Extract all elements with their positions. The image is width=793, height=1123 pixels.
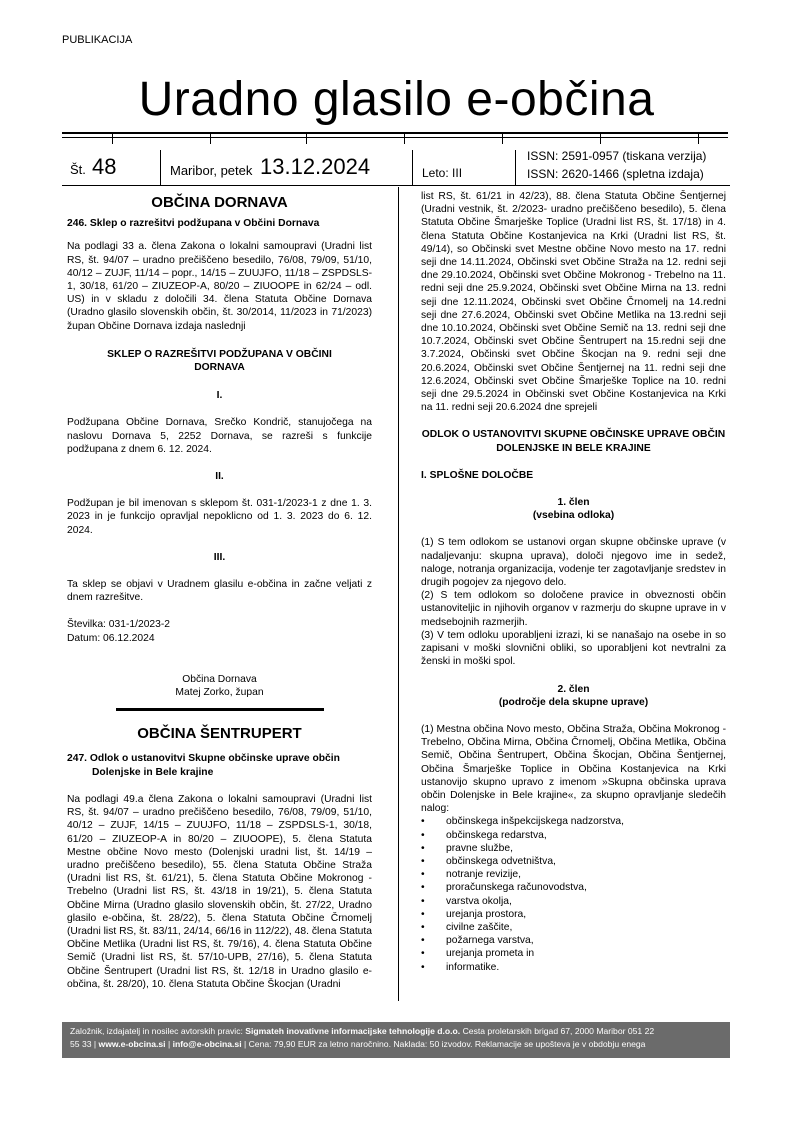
footer-line-1 <box>70 1025 722 1038</box>
masthead-title: Uradno glasilo e-občina <box>138 73 655 126</box>
info-divider <box>160 150 161 186</box>
publication-label: PUBLIKACIJA <box>62 34 133 46</box>
document-date: Datum: 06.12.2024 <box>67 632 155 644</box>
column-divider <box>398 187 399 1001</box>
part-heading: I. SPLOŠNE DOLOČBE <box>421 469 534 481</box>
article-paragraph: (3) V tem odloku uporabljeni izrazi, ki se nanašajo na osebe in so zapisani v moški slovnični obliki, so uporabljeni kot nevtralni za ženski in moški spol. <box>421 629 726 668</box>
list-item: • občinskega redarstva, <box>421 829 726 842</box>
article-title-246: 246. Sklep o razrešitvi podžupana v Občini Dornava <box>67 218 320 230</box>
section-heading-sentrupert: OBČINA ŠENTRUPERT <box>137 725 302 743</box>
list-item: • notranje revizije, <box>421 868 726 881</box>
section-number: III. <box>213 551 226 563</box>
issue-date: 13.12.2024 <box>260 154 371 179</box>
list-item: • urejanja prometa in <box>421 947 726 960</box>
signature-name: Matej Zorko, župan <box>175 687 264 699</box>
section-text: Ta sklep se objavi v Uradnem glasilu e-občina in začne veljati z dnem razrešitve. <box>67 579 372 604</box>
section-number: I. <box>216 390 223 402</box>
list-item: • občinskega odvetništva, <box>421 855 726 868</box>
right-column <box>421 190 726 974</box>
list-item: • civilne zaščite, <box>421 921 726 934</box>
info-bar-underline <box>62 185 730 186</box>
article-paragraph: (1) S tem odlokom se ustanovi organ skupne občinske uprave (v nadaljevanju: skupna uprava), določi njegovo ime in sedež, naloge, notranja organizacija, vodenje ter zagotavljanje sredstev in drugih pogojev za njegovo delo. <box>421 537 726 589</box>
issue-prefix: Št. <box>70 162 86 177</box>
info-divider <box>412 150 413 186</box>
issn-web: ISSN: 2620-1466 (spletna izdaja) <box>527 167 704 181</box>
list-item: • požarnega varstva, <box>421 934 726 947</box>
article-name: (področje dela skupne uprave) <box>498 696 649 708</box>
article-number: 2. člen <box>557 683 590 695</box>
issue-place-day: Maribor, petek <box>170 163 253 178</box>
info-divider <box>515 150 516 186</box>
footer-website-link[interactable]: www.e-obcina.si <box>98 1039 166 1049</box>
article-paragraph: (1) Mestna občina Novo mesto, Občina Straža, Občina Mokronog - Trebelno, Občina Mirna, Občina Črnomelj, Občina Metlika, Občina Semič, Občina Šentrupert, Občina Škocjan, Občina Šentjernej, Občina Šmarješke Toplice in Občina Kostanjevica na Krki ustanovijo skupno upravo z imenom »Skupna občinska uprava občin Dolenjske in Bele krajine«, za skupno opravljanje sledečih nalog: <box>421 723 726 815</box>
issue-number: 48 <box>92 154 117 179</box>
document-title: ODLOK O USTANOVITVI SKUPNE OBČINSKE UPRAVE OBČIN DOLENJSKE IN BELE KRAJINE <box>421 429 726 454</box>
article-paragraph: (2) S tem odlokom so določene pravice in obveznosti občin ustanoviteljic in njihovih organov v razmerju do skupne uprave in v medsebojnih razmerjih. <box>421 590 726 628</box>
footer-address: Cesta proletarskih brigad 67, 2000 Maribor 051 22 <box>462 1026 655 1036</box>
list-item: • informatike. <box>421 961 726 974</box>
task-list <box>421 815 726 973</box>
section-text: Podžupana Občine Dornava, Srečko Kondrič, stanujočega na naslovu Dornava 5, 2252 Dornava, se razreši s funkcije podžupana z dnem 6. 12. 2024. <box>67 417 372 455</box>
issue-info-bar <box>62 146 730 186</box>
section-number: II. <box>215 471 224 483</box>
article-name: (vsebina odloka) <box>532 510 615 522</box>
article-number: 1. člen <box>557 497 590 509</box>
intro-paragraph: Na podlagi 49.a člena Zakona o lokalni samoupravi (Uradni list RS, št. 94/07 – uradno prečiščeno besedilo, 76/08, 79/09, 51/10, 40/12 – ZUJF, 14/15 – ZUUJFO, 11/18 – ZSPDSLS-1, 30/18, 61/20 – ZIUZEOP-A in 80/20 – ZIUOOPE), 5. člena Statuta Mestne občine Novo mesto (Dolenjski uradni list, št. 14/19 – uradno prečiščeno besedilo), 55. člena Statuta Občine Straža (Uradni list RS, št. 61/21), 5. člena Statuta Občine Mokronog - Trebelno (Uradni list RS, št. 43/18 in 19/21), 5. člena Statuta Občine Mirna (Uradno glasilo slovenskih občin, št. 27/22, Uradno glasilo e-občina, št. 28/22), 5. člena Statuta Občine Črnomelj (Uradni list RS, št. 83/11, 24/14, 66/16 in 112/22), 48. člena Statuta Občine Metlika (Uradni list RS, št. 79/16), 4. člena Statuta Občine Semič (Uradni list RS, št. 57/10-UPB, 27/16), 5. člena Statuta Občine Šentrupert (Uradni list RS, št. 12/18 in Uradno glasilo e-občina, št. 28/20), 10. člena Statuta Občine Škocjan (Uradni <box>67 793 372 990</box>
masthead-ruler <box>62 132 728 138</box>
list-item: • občinskega inšpekcijskega nadzorstva, <box>421 815 726 828</box>
section-text: Podžupan je bil imenovan s sklepom št. 031-1/2023-1 z dne 1. 3. 2023 in je funkcijo opravljal nepoklicno od 1. 3. 2023 do 6. 12. 2024. <box>67 498 372 536</box>
list-item: • urejanja prostora, <box>421 908 726 921</box>
footer-publisher-name: Sigmateh inovativne informacijske tehnologije d.o.o. <box>245 1026 461 1036</box>
article-title-247: 247. Odlok o ustanovitvi Skupne občinske uprave občin Dolenjske in Bele krajine <box>67 753 340 778</box>
list-item: • varstva okolja, <box>421 895 726 908</box>
footer-line-2 <box>70 1038 722 1051</box>
issue-year: Leto: III <box>422 166 463 180</box>
footer-phone-end: 55 33 | <box>70 1039 97 1049</box>
intro-paragraph: Na podlagi 33 a. člena Zakona o lokalni samoupravi (Uradni list RS, št. 94/07 – uradno prečiščeno besedilo, 76/08, 79/09, 51/10, 40/12 – ZUJF, 11/14 – popr., 14/15 – ZUUJFO, 11/18 – ZSPDSLS-1, 30/18, 61/20 – ZIUZEOP-A, 80/20 – ZIUOOPE in 62/24 – odl. US) in v skladu z določili 34. člena Statuta Občine Dornava (Uradno glasilo slovenskih občin, št. 30/2014, 11/2023 in 71/2023) župan Občine Dornava izdaja naslednji <box>67 241 372 332</box>
document-title: SKLEP O RAZREŠITVI PODŽUPANA V OBČINI DORNAVA <box>107 348 332 374</box>
left-column <box>67 190 372 991</box>
document-number: Številka: 031-1/2023-2 <box>67 619 171 631</box>
signature-organization: Občina Dornava <box>182 673 257 685</box>
footer-email-link[interactable]: info@e-obcina.si <box>172 1039 242 1049</box>
list-item: • proračunskega računovodstva, <box>421 881 726 894</box>
list-item: • pravne službe, <box>421 842 726 855</box>
footer-publisher-prefix: Založnik, izdajatelj in nosilec avtorskih pravic: <box>70 1026 243 1036</box>
publisher-footer <box>62 1022 730 1058</box>
section-separator <box>116 708 324 711</box>
footer-separator: | <box>167 1039 171 1049</box>
intro-paragraph-continued: list RS, št. 61/21 in 42/23), 88. člena Statuta Občine Šentjernej (Uradni vestnik, št. 2/2023- uradno prečiščeno besedilo), 5. člena Statuta Občine Šmarješke Toplice (Uradni list RS, št. 17/18) in 4. člena Statuta Občine Kostanjevica na Krki (Uradni list RS, št. 49/14), so Občinski svet Mestne občine Novo mesto na 17. redni seji dne 14.11.2024, Občinski svet Občine Straža na 12. redni seji dne 29.10.2024, Občinski svet Občine Mokronog - Trebelno na 11. redni seji dne 25.9.2024, Občinski svet Občine Mirna na 13. redni seji dne 12.11.2024, Občinski svet Občine Črnomelj na 14.redni seji dne 27.6.2024, Občinski svet Občine Metlika na 13.redni seji dne 10.10.2024, Občinski svet Občine Semič na 13. redni seji dne 10.7.2024, Občinski svet Občine Šentrupert na 15.redni seji dne 3.7.2024, Občinski svet Občine Škocjan na 9. redni seji dne 20.6.2024, Občinski svet Občine Šentjernej na 11. redni seji dne 12.6.2024, Občinski svet Občine Šmarješke Toplice na 10. redni seji dne 29.5.2024 in Občinski svet Občine Kostanjevica na Krki na 11. redni seji 20.6.2024 dne sprejeli <box>421 191 726 414</box>
footer-terms: | Cena: 79,90 EUR za letno naročnino. Naklada: 50 izvodov. Reklamacije se upošteva je v obdobju enega <box>243 1039 646 1049</box>
section-heading-dornava: OBČINA DORNAVA <box>151 194 288 211</box>
issn-print: ISSN: 2591-0957 (tiskana verzija) <box>527 149 707 163</box>
